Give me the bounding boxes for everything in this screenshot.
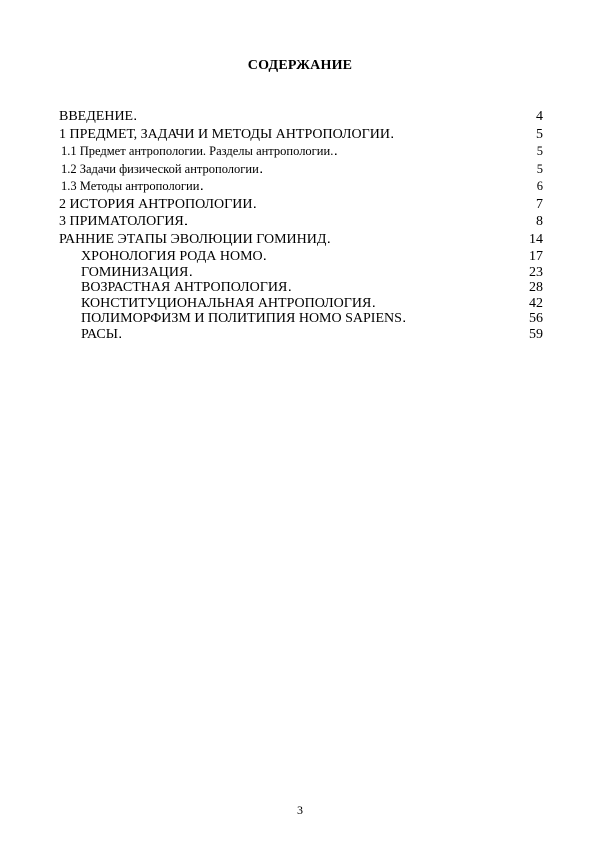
toc-entry-label: 3 ПРИМАТОЛОГИЯ <box>59 214 184 229</box>
toc-leader-dots <box>264 250 528 264</box>
toc-leader-dots <box>391 128 535 142</box>
toc-entry-page: 5 <box>536 161 543 176</box>
toc-leader-dots <box>372 297 528 311</box>
toc-entry[interactable] <box>59 297 543 313</box>
toc-entry-label: 2 ИСТОРИЯ АНТРОПОЛОГИИ <box>59 196 253 212</box>
toc-entry-page: 28 <box>529 280 543 295</box>
page-title: СОДЕРЖАНИЕ <box>247 58 353 73</box>
toc-leader-dots <box>260 163 536 176</box>
toc-entry-page: 6 <box>536 179 543 193</box>
toc-entry[interactable] <box>59 215 543 233</box>
toc-entry-label: ГОМИНИЗАЦИЯ <box>81 264 189 280</box>
toc-entry-label: ВВЕДЕНИЕ <box>59 109 134 124</box>
toc-entry[interactable] <box>59 128 543 146</box>
toc-entry-label: ПОЛИМОРФИЗМ И ПОЛИТИПИЯ HOMO SAPIENS <box>81 311 402 326</box>
toc-entry-page: 42 <box>529 295 543 311</box>
toc-entry-label: РАСЫ <box>81 326 118 342</box>
toc-entry-label: РАННИЕ ЭТАПЫ ЭВОЛЮЦИИ ГОМИНИД <box>59 231 327 247</box>
toc-leader-dots <box>327 233 528 247</box>
toc-entry-page: 5 <box>536 126 543 142</box>
toc-leader-dots <box>253 198 535 212</box>
toc-leader-dots <box>403 312 528 326</box>
toc-entry-page: 8 <box>536 214 543 229</box>
toc-leader-dots <box>189 266 528 280</box>
toc-entry-label: КОНСТИТУЦИОНАЛЬНАЯ АНТРОПОЛОГИЯ <box>81 295 372 311</box>
toc-entry[interactable] <box>59 233 543 251</box>
toc-entry-page: 23 <box>529 264 543 280</box>
toc-entry-page: 17 <box>529 249 543 264</box>
toc-leader-dots <box>134 110 535 124</box>
toc-leader-dots <box>119 328 528 342</box>
toc-entry[interactable] <box>59 312 543 328</box>
toc-entry[interactable] <box>59 198 543 216</box>
page-number: 3 <box>297 803 303 817</box>
toc-entry-label: ВОЗРАСТНАЯ АНТРОПОЛОГИЯ <box>81 280 288 295</box>
toc-entry-page: 7 <box>536 196 543 212</box>
toc-entry-label: 1 ПРЕДМЕТ, ЗАДАЧИ И МЕТОДЫ АНТРОПОЛОГИИ <box>59 126 390 142</box>
toc-leader-dots <box>334 145 535 158</box>
toc-entry-label: 1.2 Задачи физической антропологии <box>61 161 259 176</box>
toc-entry[interactable] <box>59 110 543 128</box>
table-of-contents <box>59 110 543 343</box>
toc-entry[interactable] <box>59 163 543 181</box>
toc-leader-dots <box>200 180 535 193</box>
toc-entry-label: ХРОНОЛОГИЯ РОДА HOMO <box>81 249 263 264</box>
toc-entry-page: 4 <box>536 109 543 124</box>
toc-entry[interactable] <box>59 281 543 297</box>
toc-entry[interactable] <box>59 180 543 198</box>
toc-entry-page: 14 <box>529 231 543 247</box>
toc-entry-page: 5 <box>536 144 543 158</box>
toc-entry[interactable] <box>59 250 543 266</box>
toc-entry[interactable] <box>59 328 543 344</box>
toc-entry-page: 56 <box>529 311 543 326</box>
toc-entry-label: 1.1 Предмет антропологии. Разделы антропологии. <box>61 144 334 158</box>
toc-entry-label: 1.3 Методы антропологии <box>61 179 200 193</box>
toc-leader-dots <box>185 215 535 229</box>
toc-entry-page: 59 <box>529 326 543 342</box>
toc-entry[interactable] <box>59 145 543 163</box>
toc-entry[interactable] <box>59 266 543 282</box>
toc-leader-dots <box>288 281 528 295</box>
